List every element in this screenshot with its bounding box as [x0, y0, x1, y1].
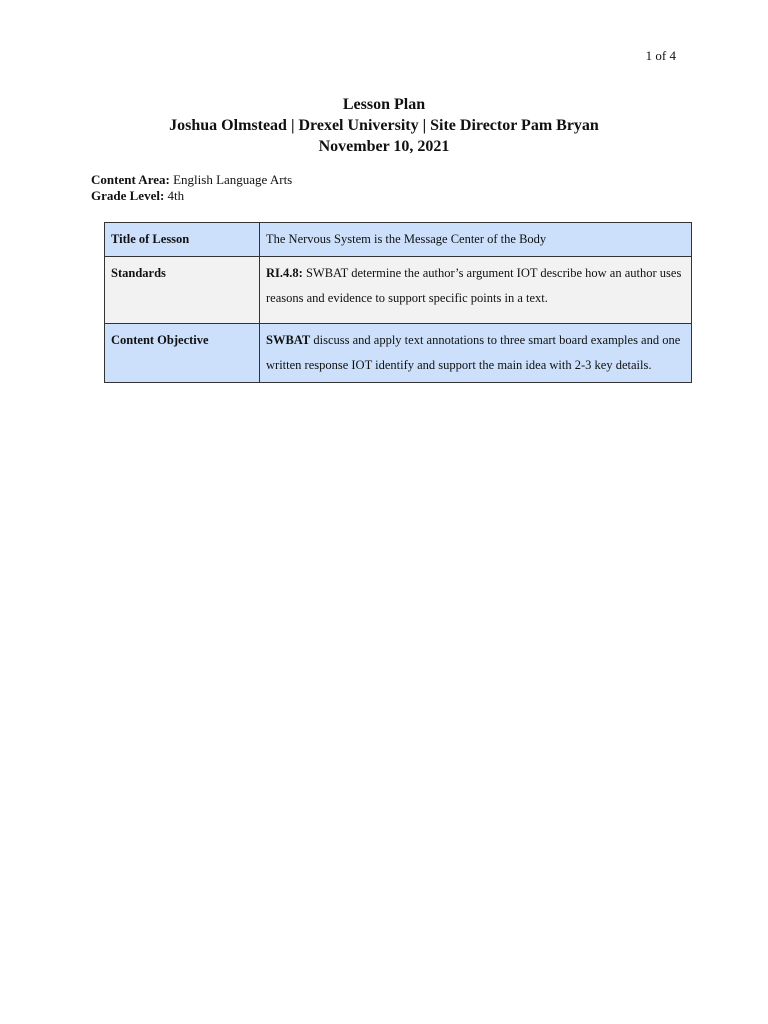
grade-level [91, 188, 292, 204]
table-row-content-objective [105, 324, 692, 383]
table-row-standards [105, 257, 692, 324]
row-value [260, 324, 692, 383]
content-area [91, 172, 292, 188]
row-text: discuss and apply text annotations to three smart board examples and one written response IOT identify and support the main idea with 2-3 key details. [266, 333, 681, 372]
lesson-table [104, 222, 692, 383]
row-value [260, 223, 692, 257]
content-area-value: English Language Arts [173, 172, 293, 187]
row-lead: RI.4.8: [266, 266, 303, 280]
document-title: Lesson Plan [342, 96, 426, 113]
lesson-meta [91, 172, 292, 204]
row-label: Standards [105, 257, 260, 324]
row-label: Content Objective [105, 324, 260, 383]
page-number: 1 of 4 [645, 48, 676, 63]
author-line: Joshua Olmstead | Drexel University | Site Director Pam Bryan [169, 117, 599, 134]
row-text: The Nervous System is the Message Center of the Body [266, 232, 547, 246]
row-lead: SWBAT [266, 333, 311, 347]
grade-level-label: Grade Level: [91, 188, 165, 203]
grade-level-value: 4th [167, 188, 185, 203]
table-row-title [105, 223, 692, 257]
document-header [0, 94, 768, 157]
document-date: November 10, 2021 [318, 138, 450, 155]
row-text: SWBAT determine the author’s argument IOT describe how an author uses reasons and evidence to support specific points in a text. [266, 266, 682, 305]
content-area-label: Content Area: [91, 172, 170, 187]
row-value [260, 257, 692, 324]
row-label: Title of Lesson [105, 223, 260, 257]
